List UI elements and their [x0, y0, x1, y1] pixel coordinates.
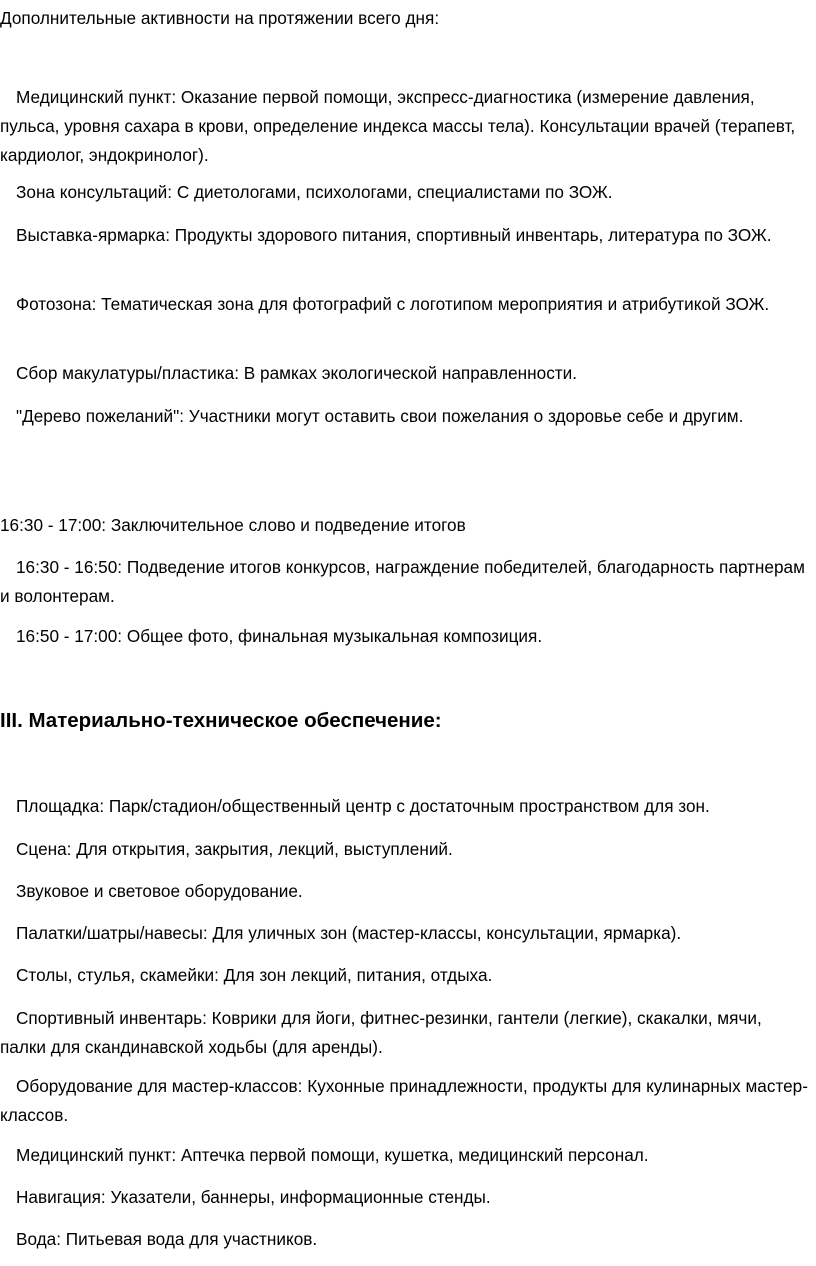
list-item-masterclass-equipment: Оборудование для мастер-классов: Кухонные принадлежности, продукты для кулинарных мастер-классов. — [0, 1076, 808, 1125]
list-item-consultation-zone: Зона консультаций: С диетологами, психологами, специалистами по ЗОЖ. — [16, 182, 613, 202]
list-item-water: Вода: Питьевая вода для участников. — [16, 1229, 318, 1249]
list-item-wish-tree: "Дерево пожеланий": Участники могут оставить свои пожелания о здоровье себе и другим. — [16, 406, 744, 426]
list-item-tents: Палатки/шатры/навесы: Для уличных зон (мастер-классы, консультации, ярмарка). — [16, 923, 682, 943]
list-item-sports-equipment: Спортивный инвентарь: Коврики для йоги, фитнес-резинки, гантели (легкие), скакалки, мячи, палки для скандинавской ходьбы (для аренды). — [0, 1008, 762, 1057]
section-heading: III. Материально-техническое обеспечение: — [0, 709, 442, 732]
list-item-stage: Сцена: Для открытия, закрытия, лекций, выступлений. — [16, 839, 453, 859]
list-item-photozone: Фотозона: Тематическая зона для фотографий с логотипом мероприятия и атрибутикой ЗОЖ. — [16, 294, 770, 314]
list-item-furniture: Столы, стулья, скамейки: Для зон лекций, питания, отдыха. — [16, 965, 493, 985]
list-item-recycling: Сбор макулатуры/пластика: В рамках экологической направленности. — [16, 363, 578, 383]
activities-intro: Дополнительные активности на протяжении всего дня: — [0, 8, 440, 28]
list-item-results: 16:30 - 16:50: Подведение итогов конкурсов, награждение победителей, благодарность партнерам и волонтерам. — [0, 557, 805, 606]
list-item-navigation: Навигация: Указатели, баннеры, информационные стенды. — [16, 1187, 491, 1207]
list-item-medical-supplies: Медицинский пункт: Аптечка первой помощи, кушетка, медицинский персонал. — [16, 1145, 649, 1165]
list-item-fair: Выставка-ярмарка: Продукты здорового питания, спортивный инвентарь, литература по ЗОЖ. — [16, 225, 772, 245]
list-item-sound-light: Звуковое и световое оборудование. — [16, 881, 303, 901]
list-item-venue: Площадка: Парк/стадион/общественный центр с достаточным пространством для зон. — [16, 796, 710, 816]
closing-session-title: 16:30 - 17:00: Заключительное слово и подведение итогов — [0, 515, 466, 535]
list-item-group-photo: 16:50 - 17:00: Общее фото, финальная музыкальная композиция. — [16, 626, 543, 646]
list-item-medical-point: Медицинский пункт: Оказание первой помощи, экспресс-диагностика (измерение давления, пульса, уровня сахара в крови, определение индекса массы тела). Консультации врачей (терапевт, кардиолог, эндокринолог). — [0, 87, 796, 165]
